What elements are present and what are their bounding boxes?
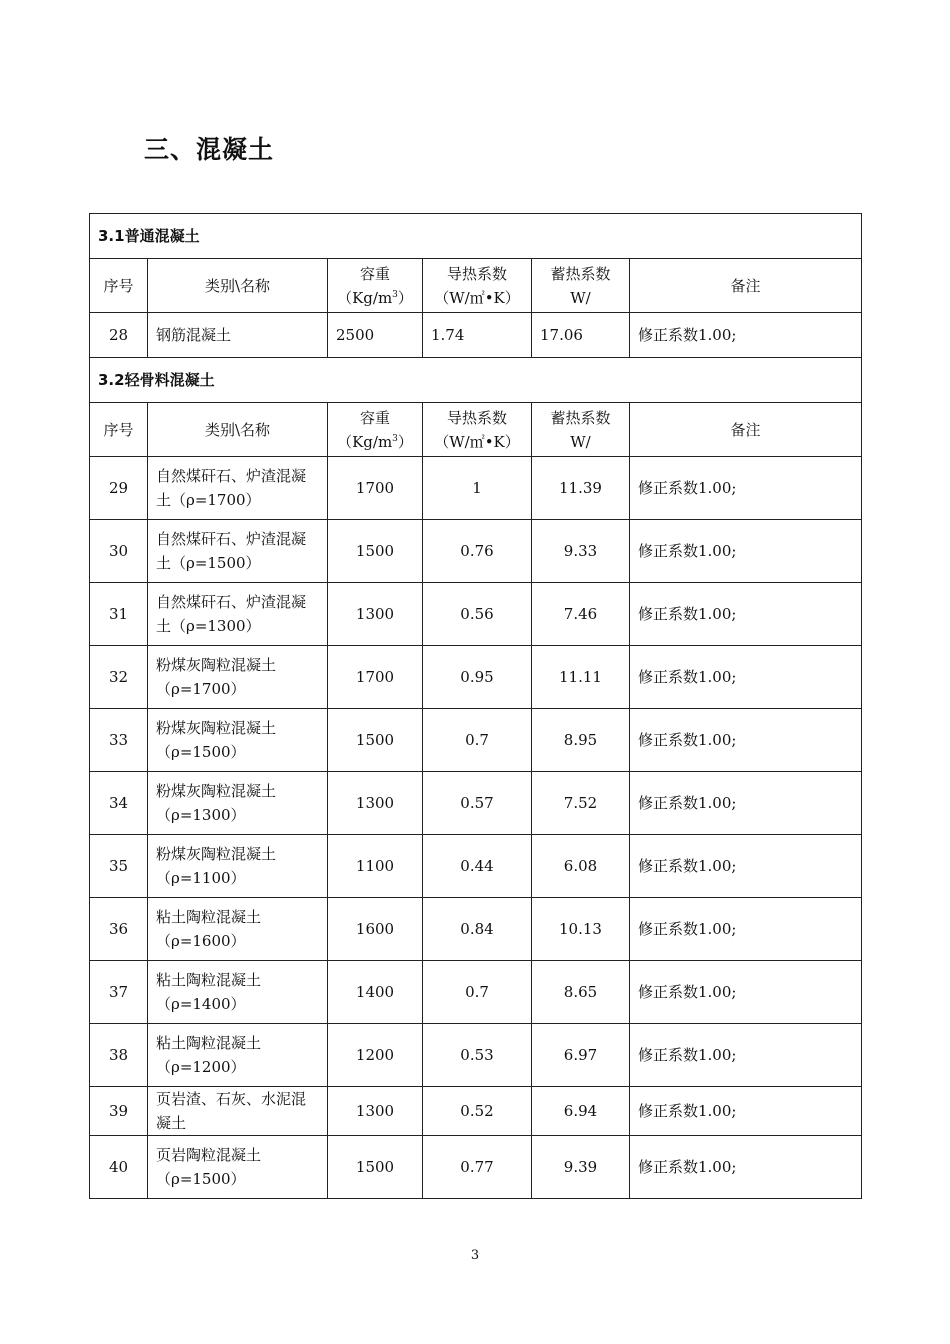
cell-conductivity: 1.74: [423, 313, 532, 358]
cell-heat-storage: 8.95: [532, 709, 630, 772]
header-heat-label: 蓄热系数: [550, 408, 611, 427]
table-row: [90, 583, 862, 646]
cell-name: 粉煤灰陶粒混凝土（ρ=1100）: [148, 835, 328, 898]
section-row: [90, 358, 862, 403]
cell-note: 修正系数1.00;: [630, 709, 862, 772]
header-heat-unit: W/: [570, 432, 591, 451]
cell-heat-storage: 7.46: [532, 583, 630, 646]
cell-seq: 32: [90, 646, 148, 709]
cell-density: 1500: [328, 709, 423, 772]
cell-conductivity: 0.76: [423, 520, 532, 583]
header-heat-label: 蓄热系数: [550, 264, 611, 283]
cell-seq: 35: [90, 835, 148, 898]
cell-density: 1300: [328, 772, 423, 835]
header-heat-unit: W/: [570, 288, 591, 307]
table-row: [90, 1024, 862, 1087]
cell-heat-storage: 6.08: [532, 835, 630, 898]
header-note: 备注: [630, 403, 862, 457]
cell-density: 1200: [328, 1024, 423, 1087]
header-heat-storage: [532, 259, 630, 313]
header-seq: 序号: [90, 403, 148, 457]
cell-name: 粉煤灰陶粒混凝土（ρ=1300）: [148, 772, 328, 835]
cell-heat-storage: 9.39: [532, 1136, 630, 1199]
cell-density: 1500: [328, 1136, 423, 1199]
cell-conductivity: 0.57: [423, 772, 532, 835]
cell-density: 1400: [328, 961, 423, 1024]
cell-note: 修正系数1.00;: [630, 898, 862, 961]
cell-conductivity: 0.56: [423, 583, 532, 646]
density-unit-sup: 3: [392, 289, 398, 300]
table-row: [90, 835, 862, 898]
cell-heat-storage: 6.97: [532, 1024, 630, 1087]
header-row: [90, 403, 862, 457]
cell-density: 1600: [328, 898, 423, 961]
header-heat-storage: [532, 403, 630, 457]
cell-seq: 39: [90, 1087, 148, 1136]
header-density-unit: [336, 286, 414, 310]
table-row: [90, 520, 862, 583]
cell-seq: 33: [90, 709, 148, 772]
cell-conductivity: 0.7: [423, 961, 532, 1024]
cell-name: 页岩渣、石灰、水泥混凝土: [148, 1087, 328, 1136]
cell-density: 1700: [328, 457, 423, 520]
cell-note: 修正系数1.00;: [630, 961, 862, 1024]
table-row: [90, 772, 862, 835]
header-name: 类别\名称: [148, 259, 328, 313]
cell-seq: 28: [90, 313, 148, 358]
cell-heat-storage: 7.52: [532, 772, 630, 835]
cell-seq: 30: [90, 520, 148, 583]
cell-seq: 29: [90, 457, 148, 520]
table-row: [90, 313, 862, 358]
header-conductivity-unit: （W/㎡•K）: [434, 288, 520, 307]
table-row: [90, 898, 862, 961]
header-density: [328, 259, 423, 313]
header-density: [328, 403, 423, 457]
cell-density: 2500: [328, 313, 423, 358]
cell-name: 粘土陶粒混凝土（ρ=1200）: [148, 1024, 328, 1087]
materials-table: [89, 213, 862, 1199]
cell-density: 1100: [328, 835, 423, 898]
cell-note: 修正系数1.00;: [630, 646, 862, 709]
header-conductivity-label: 导热系数: [446, 408, 507, 427]
density-unit-text: （Kg/m: [337, 288, 393, 307]
cell-heat-storage: 6.94: [532, 1087, 630, 1136]
header-conductivity-label: 导热系数: [446, 264, 507, 283]
cell-seq: 31: [90, 583, 148, 646]
density-unit-sup: 3: [392, 433, 398, 444]
header-note: 备注: [630, 259, 862, 313]
cell-name: 粉煤灰陶粒混凝土（ρ=1500）: [148, 709, 328, 772]
cell-conductivity: 0.44: [423, 835, 532, 898]
cell-conductivity: 0.53: [423, 1024, 532, 1087]
cell-heat-storage: 11.39: [532, 457, 630, 520]
cell-name: 粘土陶粒混凝土（ρ=1600）: [148, 898, 328, 961]
header-density-label: 容重: [359, 408, 390, 427]
density-unit-close: ）: [397, 288, 413, 307]
cell-conductivity: 0.95: [423, 646, 532, 709]
cell-conductivity: 0.52: [423, 1087, 532, 1136]
cell-name: 粘土陶粒混凝土（ρ=1400）: [148, 961, 328, 1024]
header-row: [90, 259, 862, 313]
cell-density: 1700: [328, 646, 423, 709]
cell-conductivity: 0.7: [423, 709, 532, 772]
header-seq: 序号: [90, 259, 148, 313]
cell-heat-storage: 8.65: [532, 961, 630, 1024]
header-conductivity: [423, 403, 532, 457]
cell-conductivity: 1: [423, 457, 532, 520]
table-row: [90, 709, 862, 772]
cell-density: 1300: [328, 1087, 423, 1136]
cell-note: 修正系数1.00;: [630, 1087, 862, 1136]
cell-note: 修正系数1.00;: [630, 772, 862, 835]
cell-note: 修正系数1.00;: [630, 313, 862, 358]
table-row: [90, 646, 862, 709]
table-row: [90, 1136, 862, 1199]
table-row: [90, 457, 862, 520]
cell-heat-storage: 10.13: [532, 898, 630, 961]
section-title: 3.2轻骨料混凝土: [90, 358, 862, 403]
cell-heat-storage: 11.11: [532, 646, 630, 709]
cell-note: 修正系数1.00;: [630, 1024, 862, 1087]
cell-seq: 37: [90, 961, 148, 1024]
cell-note: 修正系数1.00;: [630, 835, 862, 898]
header-density-unit: [336, 430, 414, 454]
section-row: [90, 214, 862, 259]
cell-density: 1300: [328, 583, 423, 646]
cell-name: 自然煤矸石、炉渣混凝土（ρ=1500）: [148, 520, 328, 583]
page-number: 3: [470, 1248, 480, 1263]
cell-density: 1500: [328, 520, 423, 583]
header-name: 类别\名称: [148, 403, 328, 457]
cell-name: 自然煤矸石、炉渣混凝土（ρ=1300）: [148, 583, 328, 646]
cell-note: 修正系数1.00;: [630, 583, 862, 646]
cell-name: 页岩陶粒混凝土（ρ=1500）: [148, 1136, 328, 1199]
cell-conductivity: 0.84: [423, 898, 532, 961]
cell-name: 粉煤灰陶粒混凝土（ρ=1700）: [148, 646, 328, 709]
density-unit-text: （Kg/m: [337, 432, 393, 451]
table-row: [90, 1087, 862, 1136]
cell-note: 修正系数1.00;: [630, 1136, 862, 1199]
cell-name: 钢筋混凝土: [148, 313, 328, 358]
cell-note: 修正系数1.00;: [630, 520, 862, 583]
table-row: [90, 961, 862, 1024]
cell-name: 自然煤矸石、炉渣混凝土（ρ=1700）: [148, 457, 328, 520]
header-conductivity-unit: （W/㎡•K）: [434, 432, 520, 451]
header-density-label: 容重: [359, 264, 390, 283]
cell-heat-storage: 9.33: [532, 520, 630, 583]
section-title: 3.1普通混凝土: [90, 214, 862, 259]
page-title: 三、混凝土: [144, 135, 275, 164]
header-conductivity: [423, 259, 532, 313]
cell-note: 修正系数1.00;: [630, 457, 862, 520]
cell-seq: 34: [90, 772, 148, 835]
cell-seq: 38: [90, 1024, 148, 1087]
cell-conductivity: 0.77: [423, 1136, 532, 1199]
cell-seq: 36: [90, 898, 148, 961]
density-unit-close: ）: [397, 432, 413, 451]
cell-seq: 40: [90, 1136, 148, 1199]
cell-heat-storage: 17.06: [532, 313, 630, 358]
